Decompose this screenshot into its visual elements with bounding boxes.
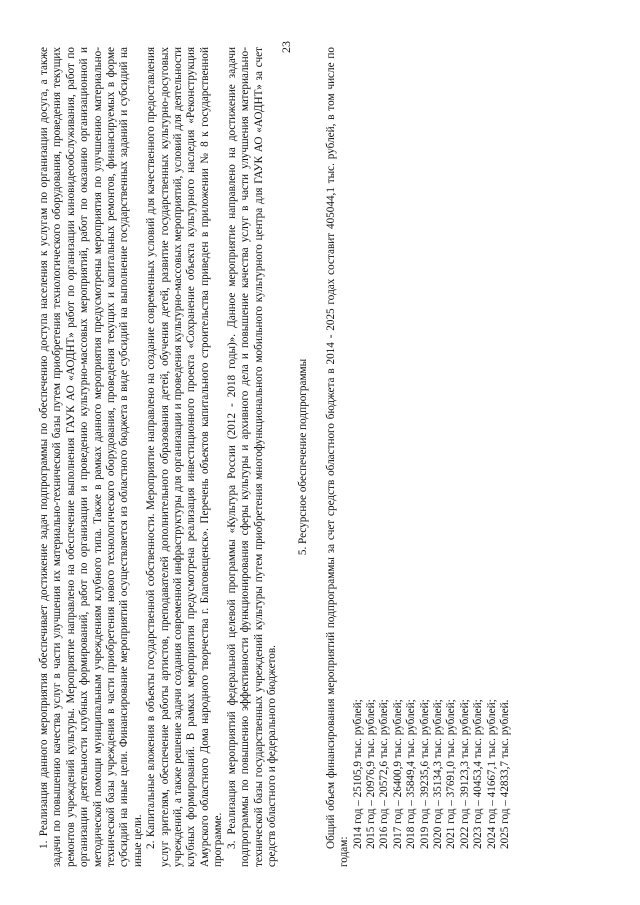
funding-year-item: 2019 год – 39235,6 тыс. рублей; xyxy=(418,699,431,849)
funding-year-item: 2017 год – 26400,9 тыс. рублей; xyxy=(391,699,404,849)
funding-year-item: 2024 год – 41667,1 тыс. рублей; xyxy=(485,699,498,849)
section-title: 5. Ресурсное обеспечение подпрограммы xyxy=(297,358,310,556)
funding-year-item: 2023 год – 40453,4 тыс. рублей; xyxy=(472,699,485,849)
funding-year-item: 2021 год – 37691,0 тыс. рублей; xyxy=(445,699,458,849)
funding-year-item: 2015 год – 20976,9 тыс. рублей; xyxy=(364,699,377,849)
funding-year-item: 2016 год – 20572,6 тыс. рублей; xyxy=(378,699,391,849)
funding-intro: Общий объем финансирования мероприятий подпрограммы за счет средств областного бюджета в 2014 - 2025 годах составит 405044,1 тыс. рублей, в том числе по годам: xyxy=(324,47,351,867)
funding-year-item: 2018 год – 35849,4 тыс. рублей; xyxy=(405,699,418,849)
body-text xyxy=(38,47,512,867)
paragraph-2: 2. Капитальные вложения в объекты государственной собственности. Мероприятие направлено на создание современных условий для качественного предоставления услуг зрителям, обеспечение работы артистов, преподавателей дополнительного образования детей, обучения детей, развитие государственных культурно-досуговых учреждений, а также решение задачи создания современной инфраструктуры для организации и проведения культурно-массовых мероприятий, условий для деятельности клубных формирований. В рамках мероприятия предусмотрена реализация инвестиционного проекта «Сохранение объекта культурного наследия «Реконструкция Амурского областного Дома народного творчества г. Благовещенск». Перечень объектов капитального строительства приведен в приложении № 8 к государственной программе. xyxy=(145,47,225,867)
rotated-content xyxy=(20,17,620,887)
page-number: 23 xyxy=(279,41,293,53)
funding-year-item: 2014 год – 25105,9 тыс. рублей; xyxy=(351,699,364,849)
funding-year-item: 2025 год – 42833,7 тыс. рублей. xyxy=(499,699,511,849)
funding-year-item: 2022 год – 39123,3 тыс. рублей; xyxy=(458,699,471,849)
funding-year-item: 2020 год – 35134,3 тыс. рублей; xyxy=(431,699,444,849)
funding-by-year-list xyxy=(352,47,513,867)
paragraph-1: 1. Реализация данного мероприятия обеспечивает достижение задач подпрограммы по обеспечению доступа населения к услугам по организации досуга, а также задачи по повышению качества услуг в части улучшения их материально-технической базы путем приобретения технологического оборудования, проведения текущих ремонтов учреждений культуры. Мероприятие направлено на обеспечение выполнения ГАУК АО «АОДНТ» работ по организации киновидеообслуживания, работ по организации деятельности клубных формирований, работ по организации и проведению культурно-массовых мероприятий, работ по оказанию организационной и методической помощи муниципальным учреждениям клубного типа. Также в рамках данного мероприятия предусмотрены мероприятия по улучшению материально-технической базы учреждения в части приобретения нового технологического оборудования, проведения текущих и капитальных ремонтов, финансируемых в форме субсидий на иные цели. Финансирование мероприятий осуществляется из областного бюджета в виде субсидий на выполнение государственных заданий и субсидий на иные цели. xyxy=(38,47,144,867)
page-sheet xyxy=(20,17,620,887)
paragraph-3: 3. Реализация мероприятий федеральной целевой программы «Культура России (2012 - 2018 годы)». Данное мероприятие направлено на достижение задачи подпрограммы по повышению эффективности функционирования сферы культуры и архивного дела и повышение качества услуг в части улучшения материально-технической базы государственных учреждений культуры путем приобретения многофункционального мобильного культурного центра для ГАУК АО «АОДНТ» за счет средств областного и федерального бюджетов. xyxy=(225,47,278,867)
